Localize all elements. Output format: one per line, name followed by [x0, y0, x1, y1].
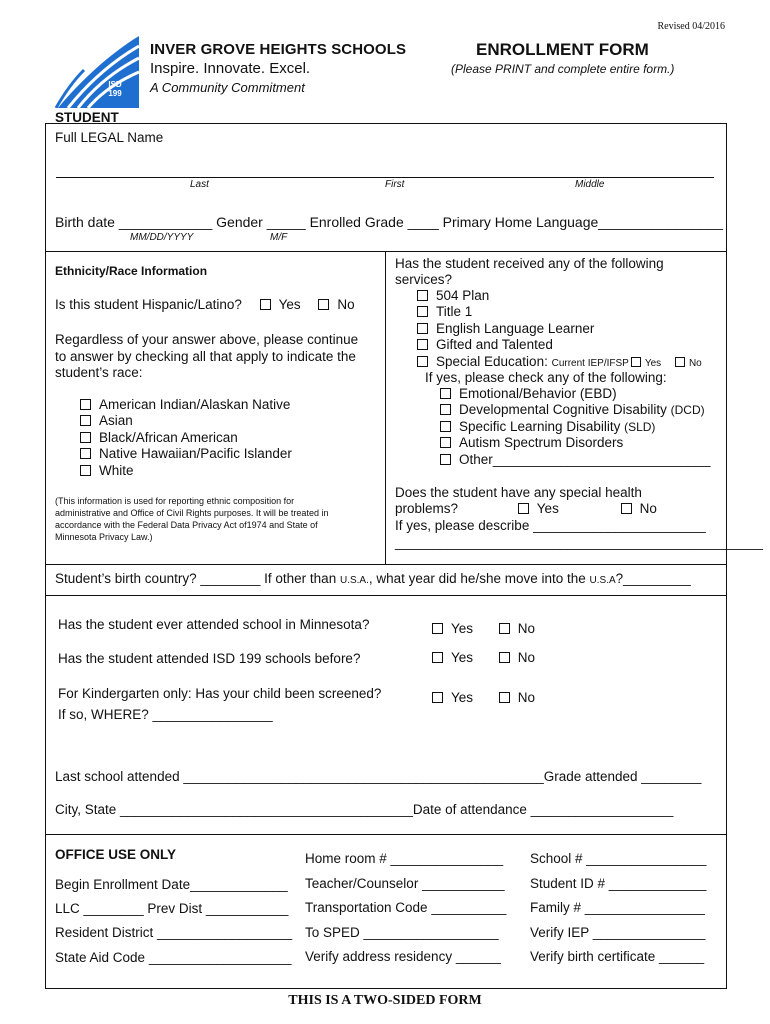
- full-legal-name-label: Full LEGAL Name: [55, 130, 164, 145]
- school-name: INVER GROVE HEIGHTS SCHOOLS: [150, 41, 407, 58]
- hispanic-no-checkbox[interactable]: [318, 299, 329, 310]
- kinder-question: For Kindergarten only: Has your child been screened?: [58, 686, 382, 701]
- iep-no-label: No: [688, 357, 702, 369]
- race-checkbox[interactable]: [80, 465, 91, 476]
- usa-abbrev-2: U.S.A: [589, 575, 616, 586]
- form-title: ENROLLMENT FORM: [476, 40, 649, 59]
- office-field[interactable]: School # ________________: [530, 851, 707, 866]
- revised-date: Revised 04/2016: [657, 21, 725, 32]
- move-year-text: , what year did he/she move into the: [368, 571, 586, 586]
- office-field[interactable]: Verify IEP _______________: [530, 924, 706, 940]
- service-checkbox[interactable]: [417, 323, 428, 334]
- race-label: Black/African American: [99, 429, 238, 445]
- demographics-row: [55, 214, 723, 230]
- sld-abbrev: (SLD): [624, 419, 656, 434]
- office-field[interactable]: Transportation Code __________: [305, 900, 507, 915]
- city-state-field[interactable]: City, State _______________________________________Date of attendance ___________________: [55, 802, 674, 817]
- kinder-answer: [432, 690, 535, 705]
- iep-yes-checkbox[interactable]: [631, 357, 641, 367]
- hispanic-question: Is this student Hispanic/Latino?: [55, 297, 242, 312]
- service-option[interactable]: [417, 321, 702, 337]
- health-describe-line[interactable]: _________________________________________________: [395, 535, 763, 550]
- privacy-note-3: accordance with the Federal Data Privacy Act of1974 and State of: [55, 520, 318, 530]
- race-instruction: [55, 332, 358, 382]
- service-checkbox[interactable]: [417, 290, 428, 301]
- service-option[interactable]: [417, 304, 702, 320]
- iep-yes-label: Yes: [644, 357, 662, 369]
- district-logo: [54, 34, 139, 108]
- section-divider: [45, 251, 727, 252]
- disability-checkbox[interactable]: [440, 437, 451, 448]
- student-section-label: STUDENT: [55, 110, 119, 125]
- office-field[interactable]: Family # ________________: [530, 900, 705, 915]
- section-divider-3: [45, 595, 727, 596]
- hispanic-yes-label: Yes: [278, 297, 301, 312]
- hispanic-question-row: [55, 297, 355, 312]
- usa-abbrev-1: U.S.A.: [339, 575, 369, 586]
- health-describe-field[interactable]: If yes, please describe _______________________: [395, 518, 706, 533]
- kinder-yes-label: Yes: [451, 690, 474, 705]
- disability-label: Other_____________________________: [459, 451, 711, 467]
- office-use-heading: OFFICE USE ONLY: [55, 847, 177, 862]
- office-field[interactable]: Teacher/Counselor ___________: [305, 875, 505, 891]
- disability-option[interactable]: [440, 386, 711, 402]
- race-label: Native Hawaiian/Pacific Islander: [99, 446, 292, 462]
- services-question-1: Has the student received any of the following: [395, 256, 664, 271]
- race-label: American Indian/Alaskan Native: [99, 397, 291, 412]
- special-ed-checkbox[interactable]: [417, 356, 428, 367]
- disability-label: Emotional/Behavior (EBD): [459, 386, 617, 401]
- service-checkbox[interactable]: [417, 339, 428, 350]
- mn-yes-label: Yes: [451, 621, 474, 636]
- kinder-no-checkbox[interactable]: [499, 692, 510, 703]
- service-label: Gifted and Talented: [436, 337, 553, 353]
- services-list: [417, 288, 702, 372]
- health-yes-checkbox[interactable]: [518, 503, 529, 514]
- office-field[interactable]: LLC ________ Prev Dist ___________: [55, 901, 289, 917]
- health-no-label: No: [639, 501, 657, 516]
- section-divider-2: [45, 564, 727, 565]
- isd-no-checkbox[interactable]: [499, 652, 510, 663]
- service-option[interactable]: [417, 288, 702, 304]
- mn-no-checkbox[interactable]: [499, 623, 510, 634]
- race-option[interactable]: [80, 397, 292, 413]
- mn-answer: [432, 621, 535, 636]
- race-option[interactable]: [80, 413, 292, 429]
- current-iep-label: Current IEP/IFSP: [551, 357, 629, 369]
- disability-option[interactable]: [440, 452, 711, 468]
- service-checkbox[interactable]: [417, 306, 428, 317]
- gender-field[interactable]: Gender _____: [216, 214, 306, 230]
- office-field[interactable]: Verify address residency ______: [305, 949, 501, 964]
- race-list: [80, 397, 292, 479]
- enrolled-grade-field[interactable]: Enrolled Grade ____: [309, 214, 439, 230]
- office-col-2: [305, 847, 506, 970]
- race-instruction-1: Regardless of your answer above, please continue: [55, 332, 359, 347]
- race-option[interactable]: [80, 430, 292, 446]
- health-yes-label: Yes: [536, 501, 559, 516]
- birth-country-row[interactable]: [55, 571, 691, 586]
- mn-yes-checkbox[interactable]: [432, 623, 443, 634]
- disability-label: Autism Spectrum Disorders: [459, 435, 624, 451]
- kinder-yes-checkbox[interactable]: [432, 692, 443, 703]
- ethnicity-heading: Ethnicity/Race Information: [55, 264, 208, 278]
- race-instruction-2: to answer by checking all that apply to indicate the: [55, 348, 356, 364]
- race-checkbox[interactable]: [80, 448, 91, 459]
- date-format-caption: MM/DD/YYYY: [130, 232, 194, 243]
- tagline: A Community Commitment: [150, 80, 305, 95]
- motto: Inspire. Innovate. Excel.: [150, 60, 311, 77]
- isd-question: Has the student attended ISD 199 schools before?: [58, 651, 361, 666]
- office-field[interactable]: Home room # _______________: [305, 851, 504, 866]
- health-question-row: [395, 501, 657, 516]
- disability-checkbox[interactable]: [440, 404, 451, 415]
- privacy-note-4: Minnesota Privacy Law.): [55, 532, 153, 542]
- logo-badge-number: 199: [108, 89, 122, 98]
- office-col-1: [55, 873, 292, 970]
- full-name-line[interactable]: [56, 177, 714, 178]
- disability-option[interactable]: [440, 402, 711, 418]
- if-yes-instruction: If yes, please check any of the following:: [425, 370, 667, 385]
- last-name-caption: Last: [190, 179, 209, 190]
- special-ed-sublist: [440, 386, 711, 468]
- office-field[interactable]: Resident District __________________: [55, 925, 293, 941]
- column-divider: [385, 251, 386, 564]
- disability-checkbox[interactable]: [440, 454, 451, 465]
- race-instruction-3: student’s race:: [55, 365, 143, 380]
- two-sided-notice: THIS IS A TWO-SIDED FORM: [288, 993, 482, 1008]
- disability-checkbox[interactable]: [440, 421, 451, 432]
- service-label: English Language Learner: [436, 320, 595, 336]
- iep-no-checkbox[interactable]: [675, 357, 685, 367]
- logo-badge-isd: ISD: [108, 80, 122, 89]
- isd-no-label: No: [517, 650, 536, 665]
- form-subtitle: (Please PRINT and complete entire form.): [451, 62, 675, 76]
- disability-option[interactable]: [440, 419, 711, 435]
- race-option[interactable]: [80, 463, 292, 479]
- race-label: White: [99, 462, 134, 478]
- race-option[interactable]: [80, 446, 292, 462]
- health-no-checkbox[interactable]: [621, 503, 632, 514]
- isd-yes-label: Yes: [451, 650, 474, 665]
- race-checkbox[interactable]: [80, 399, 91, 410]
- service-label: Title 1: [436, 304, 473, 320]
- move-year-blank: ?_________: [615, 571, 691, 586]
- office-field[interactable]: State Aid Code ___________________: [55, 949, 292, 965]
- special-ed-label: Special Education:: [436, 353, 548, 369]
- service-option[interactable]: [417, 337, 702, 353]
- middle-name-caption: Middle: [575, 179, 605, 190]
- first-name-caption: First: [385, 179, 405, 190]
- hispanic-yes-checkbox[interactable]: [260, 299, 271, 310]
- race-label: Asian: [99, 413, 133, 429]
- primary-language-field[interactable]: Primary Home Language________________: [442, 214, 723, 230]
- swoosh-logo-icon: [54, 34, 139, 108]
- mn-question: Has the student ever attended school in Minnesota?: [58, 617, 370, 632]
- isd-answer: [432, 650, 535, 665]
- services-question-2: services?: [395, 272, 453, 288]
- mn-no-label: No: [517, 621, 536, 636]
- kinder-no-label: No: [517, 690, 536, 705]
- office-col-3: [530, 847, 706, 970]
- birth-date-field[interactable]: Birth date ____________: [55, 214, 213, 230]
- office-field[interactable]: Student ID # _____________: [530, 875, 707, 891]
- privacy-note-1: (This information is used for reporting ethnic composition for: [55, 496, 295, 506]
- section-divider-4: [45, 834, 727, 835]
- health-question-1: Does the student have any special health: [395, 485, 642, 500]
- dcd-abbrev: (DCD): [670, 403, 705, 418]
- race-checkbox[interactable]: [80, 415, 91, 426]
- disability-label: Specific Learning Disability: [459, 418, 621, 434]
- disability-label: Developmental Cognitive Disability: [459, 402, 667, 418]
- office-field[interactable]: Verify birth certificate ______: [530, 949, 705, 964]
- office-field[interactable]: Begin Enrollment Date_____________: [55, 877, 288, 892]
- race-checkbox[interactable]: [80, 432, 91, 443]
- service-label: 504 Plan: [436, 288, 490, 303]
- office-field[interactable]: To SPED __________________: [305, 924, 499, 940]
- disability-checkbox[interactable]: [440, 388, 451, 399]
- isd-yes-checkbox[interactable]: [432, 652, 443, 663]
- privacy-note: [55, 495, 328, 543]
- gender-format-caption: M/F: [270, 232, 288, 243]
- disability-option[interactable]: [440, 435, 711, 451]
- hispanic-no-label: No: [337, 297, 355, 312]
- screening-where-field[interactable]: If so, WHERE? ________________: [58, 707, 273, 722]
- health-question-2: problems?: [395, 501, 459, 516]
- birth-country-text: Student’s birth country? ________ If other than: [55, 571, 337, 586]
- privacy-note-2: administrative and Office of Civil Rights purposes. It will be treated in: [55, 508, 329, 518]
- last-school-field[interactable]: Last school attended ________________________________________________Grade attended ________: [55, 769, 702, 784]
- services-question: [395, 256, 664, 289]
